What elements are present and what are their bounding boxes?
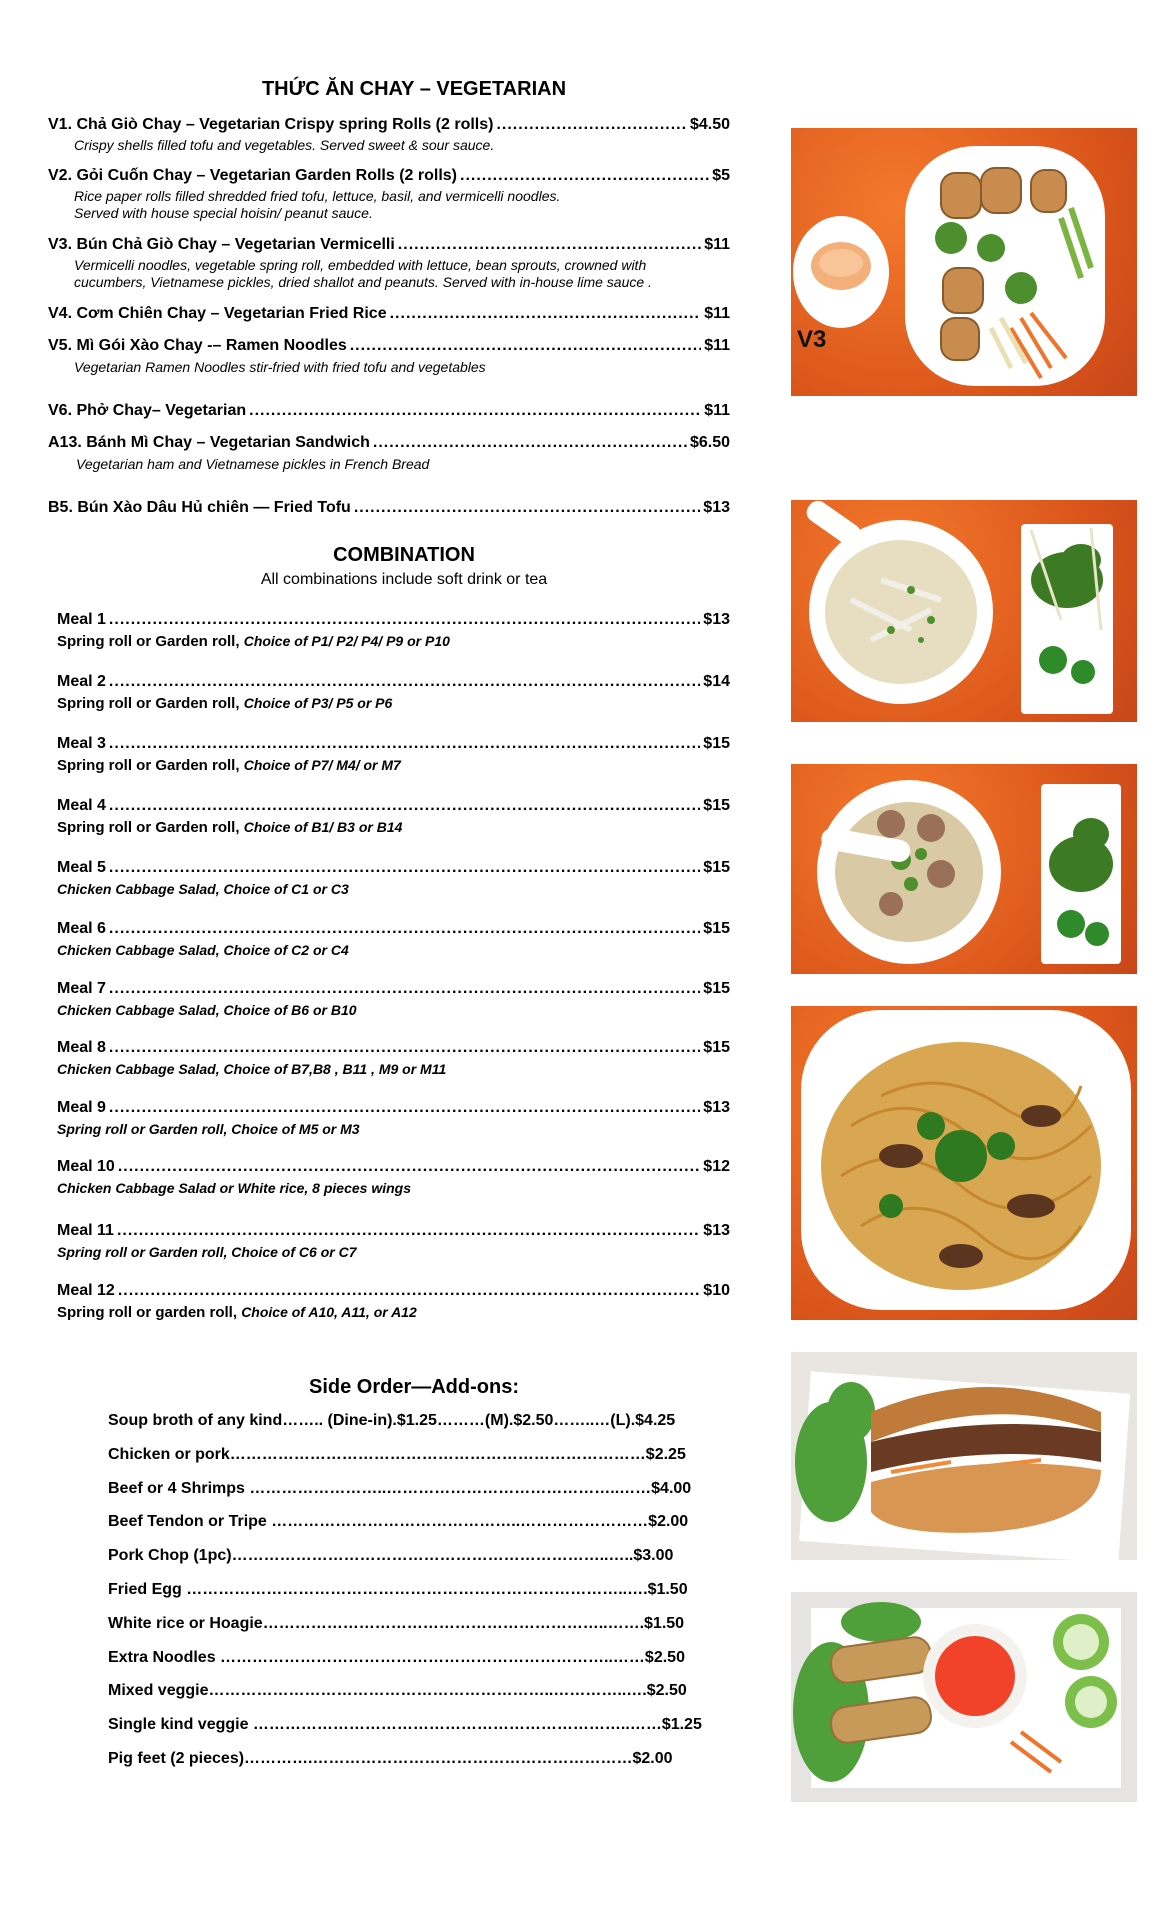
meal-description-main: Spring roll or Garden roll, — [57, 757, 240, 774]
meal-description — [57, 1061, 446, 1077]
meal-choice: Chicken Cabbage Salad, Choice of B6 or B10 — [57, 1002, 357, 1018]
meal-description — [57, 633, 450, 650]
menu-item-b5 — [48, 499, 730, 517]
item-price: $4.50 — [689, 116, 730, 133]
meal-name: Meal 7 — [57, 980, 106, 997]
side-order-item: Beef or 4 Shrimps ……………………..……………………………………..……$4.00 — [108, 1480, 692, 1497]
side-order-item: Pig feet (2 pieces)………….……………………………………………………$2.00 — [108, 1750, 673, 1767]
side-order-item: Pork Chop (1pc)……………………………………………………………..…..$3.00 — [108, 1547, 674, 1564]
meal-choice: Spring roll or Garden roll, Choice of C6 or C7 — [57, 1244, 357, 1260]
item-description: Vegetarian ham and Vietnamese pickles in French Bread — [76, 456, 430, 472]
side-order-item: Mixed veggie………………………………………………………..…………..….$2.50 — [108, 1682, 687, 1699]
meal-price: $12 — [703, 1158, 730, 1175]
meatball-pho-illustration — [791, 764, 1137, 974]
side-order-item: Chicken or pork……………………………………………………………………$2.25 — [108, 1446, 686, 1463]
meal-description-main: Spring roll or Garden roll, — [57, 633, 240, 650]
meal-row — [57, 611, 730, 629]
menu-item-v5 — [48, 337, 730, 355]
meal-choice: Spring roll or Garden roll, Choice of M5 or M3 — [57, 1121, 360, 1137]
meal-name: Meal 6 — [57, 920, 106, 937]
side-order-item: Single kind veggie ……………………………………………………………..……$1.25 — [108, 1716, 702, 1733]
menu-item-v2 — [48, 167, 730, 185]
meal-description-main: Spring roll or garden roll, — [57, 1304, 238, 1321]
meal-price: $15 — [703, 859, 730, 876]
spring-rolls-photo — [791, 1592, 1137, 1802]
meal-choice: Choice of P7/ M4/ or M7 — [243, 757, 401, 773]
side-order-item: Beef Tendon or Tripe ………………………………………..……………………$2.00 — [108, 1513, 689, 1530]
item-name: V1. Chả Giò Chay – Vegetarian Crispy spring Rolls (2 rolls) — [48, 116, 494, 133]
meal-price: $15 — [703, 1039, 730, 1056]
chicken-pho-illustration — [791, 500, 1137, 722]
meal-name: Meal 8 — [57, 1039, 106, 1056]
meal-row — [57, 1039, 730, 1057]
item-name: V2. Gỏi Cuốn Chay – Vegetarian Garden Rolls (2 rolls) — [48, 167, 457, 184]
banh-mi-photo — [791, 1352, 1137, 1560]
meal-name: Meal 3 — [57, 735, 106, 752]
item-name: A13. Bánh Mì Chay – Vegetarian Sandwich — [48, 434, 370, 451]
item-name: V5. Mì Gói Xào Chay -– Ramen Noodles — [48, 337, 347, 354]
noodles-illustration — [791, 1006, 1137, 1320]
side-order-title: Side Order—Add-ons: — [308, 1376, 519, 1398]
menu-item-v4 — [48, 305, 730, 323]
meal-name: Meal 9 — [57, 1099, 106, 1116]
meal-description — [57, 819, 402, 836]
vegetarian-title: THỨC ĂN CHAY – VEGETARIAN — [261, 78, 567, 100]
meal-choice: Chicken Cabbage Salad, Choice of B7,B8 , B11 , M9 or M11 — [57, 1061, 447, 1077]
meal-choice: Choice of P3/ P5 or P6 — [243, 695, 393, 711]
meal-choice: Choice of P1/ P2/ P4/ P9 or P10 — [243, 633, 450, 649]
meal-price: $15 — [703, 797, 730, 814]
side-order-item: Extra Noodles ………………………………………………………………..……$2.50 — [108, 1649, 685, 1666]
item-name: V4. Cơm Chiên Chay – Vegetarian Fried Rice — [48, 305, 387, 322]
spring-rolls-illustration — [791, 1592, 1137, 1802]
meal-choice: Choice of B1/ B3 or B14 — [243, 819, 403, 835]
meal-description — [57, 881, 349, 897]
meal-description-main: Spring roll or Garden roll, — [57, 695, 240, 712]
meal-row — [57, 1282, 730, 1300]
item-price: $5 — [712, 167, 730, 184]
side-order-item: Fried Egg ………………………………………………………………………..….$1.50 — [108, 1581, 688, 1598]
menu-item-v3 — [48, 236, 730, 254]
banh-mi-illustration — [791, 1352, 1137, 1560]
item-name: V3. Bún Chả Giò Chay – Vegetarian Vermicelli — [48, 236, 395, 253]
meal-row — [57, 1158, 730, 1176]
meal-row — [57, 980, 730, 998]
meal-choice: Chicken Cabbage Salad, Choice of C1 or C3 — [57, 881, 349, 897]
item-price: $11 — [704, 337, 730, 354]
meal-name: Meal 5 — [57, 859, 106, 876]
meal-row — [57, 859, 730, 877]
meal-description — [57, 942, 349, 958]
combination-title: COMBINATION — [333, 544, 475, 566]
meal-name: Meal 11 — [57, 1222, 114, 1239]
meal-price: $15 — [703, 980, 730, 997]
item-price: $11 — [704, 402, 730, 419]
meal-description — [57, 1121, 360, 1137]
meal-description — [57, 695, 392, 712]
meal-row — [57, 1222, 730, 1240]
meal-description — [57, 1304, 417, 1321]
meal-choice: Choice of A10, A11, or A12 — [241, 1304, 417, 1320]
meal-price: $15 — [703, 920, 730, 937]
meal-price: $14 — [703, 673, 730, 690]
item-name: V6. Phở Chay– Vegetarian — [48, 402, 247, 419]
meal-price: $13 — [703, 1222, 730, 1239]
meal-description — [57, 757, 401, 774]
meal-description — [57, 1002, 357, 1018]
meatball-pho-photo — [791, 764, 1137, 974]
meal-row — [57, 1099, 730, 1117]
meal-choice: Chicken Cabbage Salad or White rice, 8 pieces wings — [57, 1180, 411, 1196]
meal-choice: Chicken Cabbage Salad, Choice of C2 or C4 — [57, 942, 349, 958]
side-order-item: Soup broth of any kind…….. (Dine-in).$1.25………(M).$2.50……..…(L).$4.25 — [108, 1412, 676, 1429]
meal-description — [57, 1244, 356, 1260]
meal-name: Meal 1 — [57, 611, 106, 628]
stir-fried-noodles-photo — [791, 1006, 1137, 1320]
meal-name: Meal 10 — [57, 1158, 115, 1175]
meal-description-main: Spring roll or Garden roll, — [57, 819, 240, 836]
meal-price: $13 — [703, 611, 730, 628]
item-description: Vegetarian Ramen Noodles stir-fried with fried tofu and vegetables — [74, 359, 486, 375]
vermicelli-illustration — [791, 128, 1137, 396]
meal-row — [57, 735, 730, 753]
menu-item-v6 — [48, 402, 730, 420]
meal-row — [57, 673, 730, 691]
meal-price: $13 — [703, 1099, 730, 1116]
combination-subtitle: All combinations include soft drink or tea — [260, 571, 548, 588]
item-description: Rice paper rolls filled shredded fried tofu, lettuce, basil, and vermicelli noodles. Served with house special hoisin/ peanut sauce. — [74, 188, 561, 221]
item-price: $13 — [703, 499, 730, 516]
menu-item-v1 — [48, 116, 730, 134]
meal-row — [57, 920, 730, 938]
item-price: $11 — [704, 305, 730, 322]
meal-price: $15 — [703, 735, 730, 752]
chicken-pho-photo — [791, 500, 1137, 722]
meal-description — [57, 1180, 411, 1196]
meal-row — [57, 797, 730, 815]
meal-name: Meal 12 — [57, 1282, 115, 1299]
item-description: Crispy shells filled tofu and vegetables. Served sweet & sour sauce. — [74, 137, 495, 153]
item-description: Vermicelli noodles, vegetable spring roll, embedded with lettuce, bean sprouts, crowned with cucumbers, Vietnamese pickles, dried shallot and peanuts. Served with in-house lime sauce . — [74, 257, 652, 290]
item-price: $6.50 — [689, 434, 730, 451]
meal-price: $10 — [703, 1282, 730, 1299]
v3-label: V3 — [797, 326, 827, 353]
vegetarian-vermicelli-photo — [791, 128, 1137, 396]
side-order-item: White rice or Hoagie………………………………………………………..…….$1.50 — [108, 1615, 685, 1632]
meal-name: Meal 4 — [57, 797, 106, 814]
meal-name: Meal 2 — [57, 673, 106, 690]
menu-item-a13 — [48, 434, 730, 452]
item-price: $11 — [704, 236, 730, 253]
item-name: B5. Bún Xào Dâu Hủ chiên — Fried Tofu — [48, 499, 351, 516]
